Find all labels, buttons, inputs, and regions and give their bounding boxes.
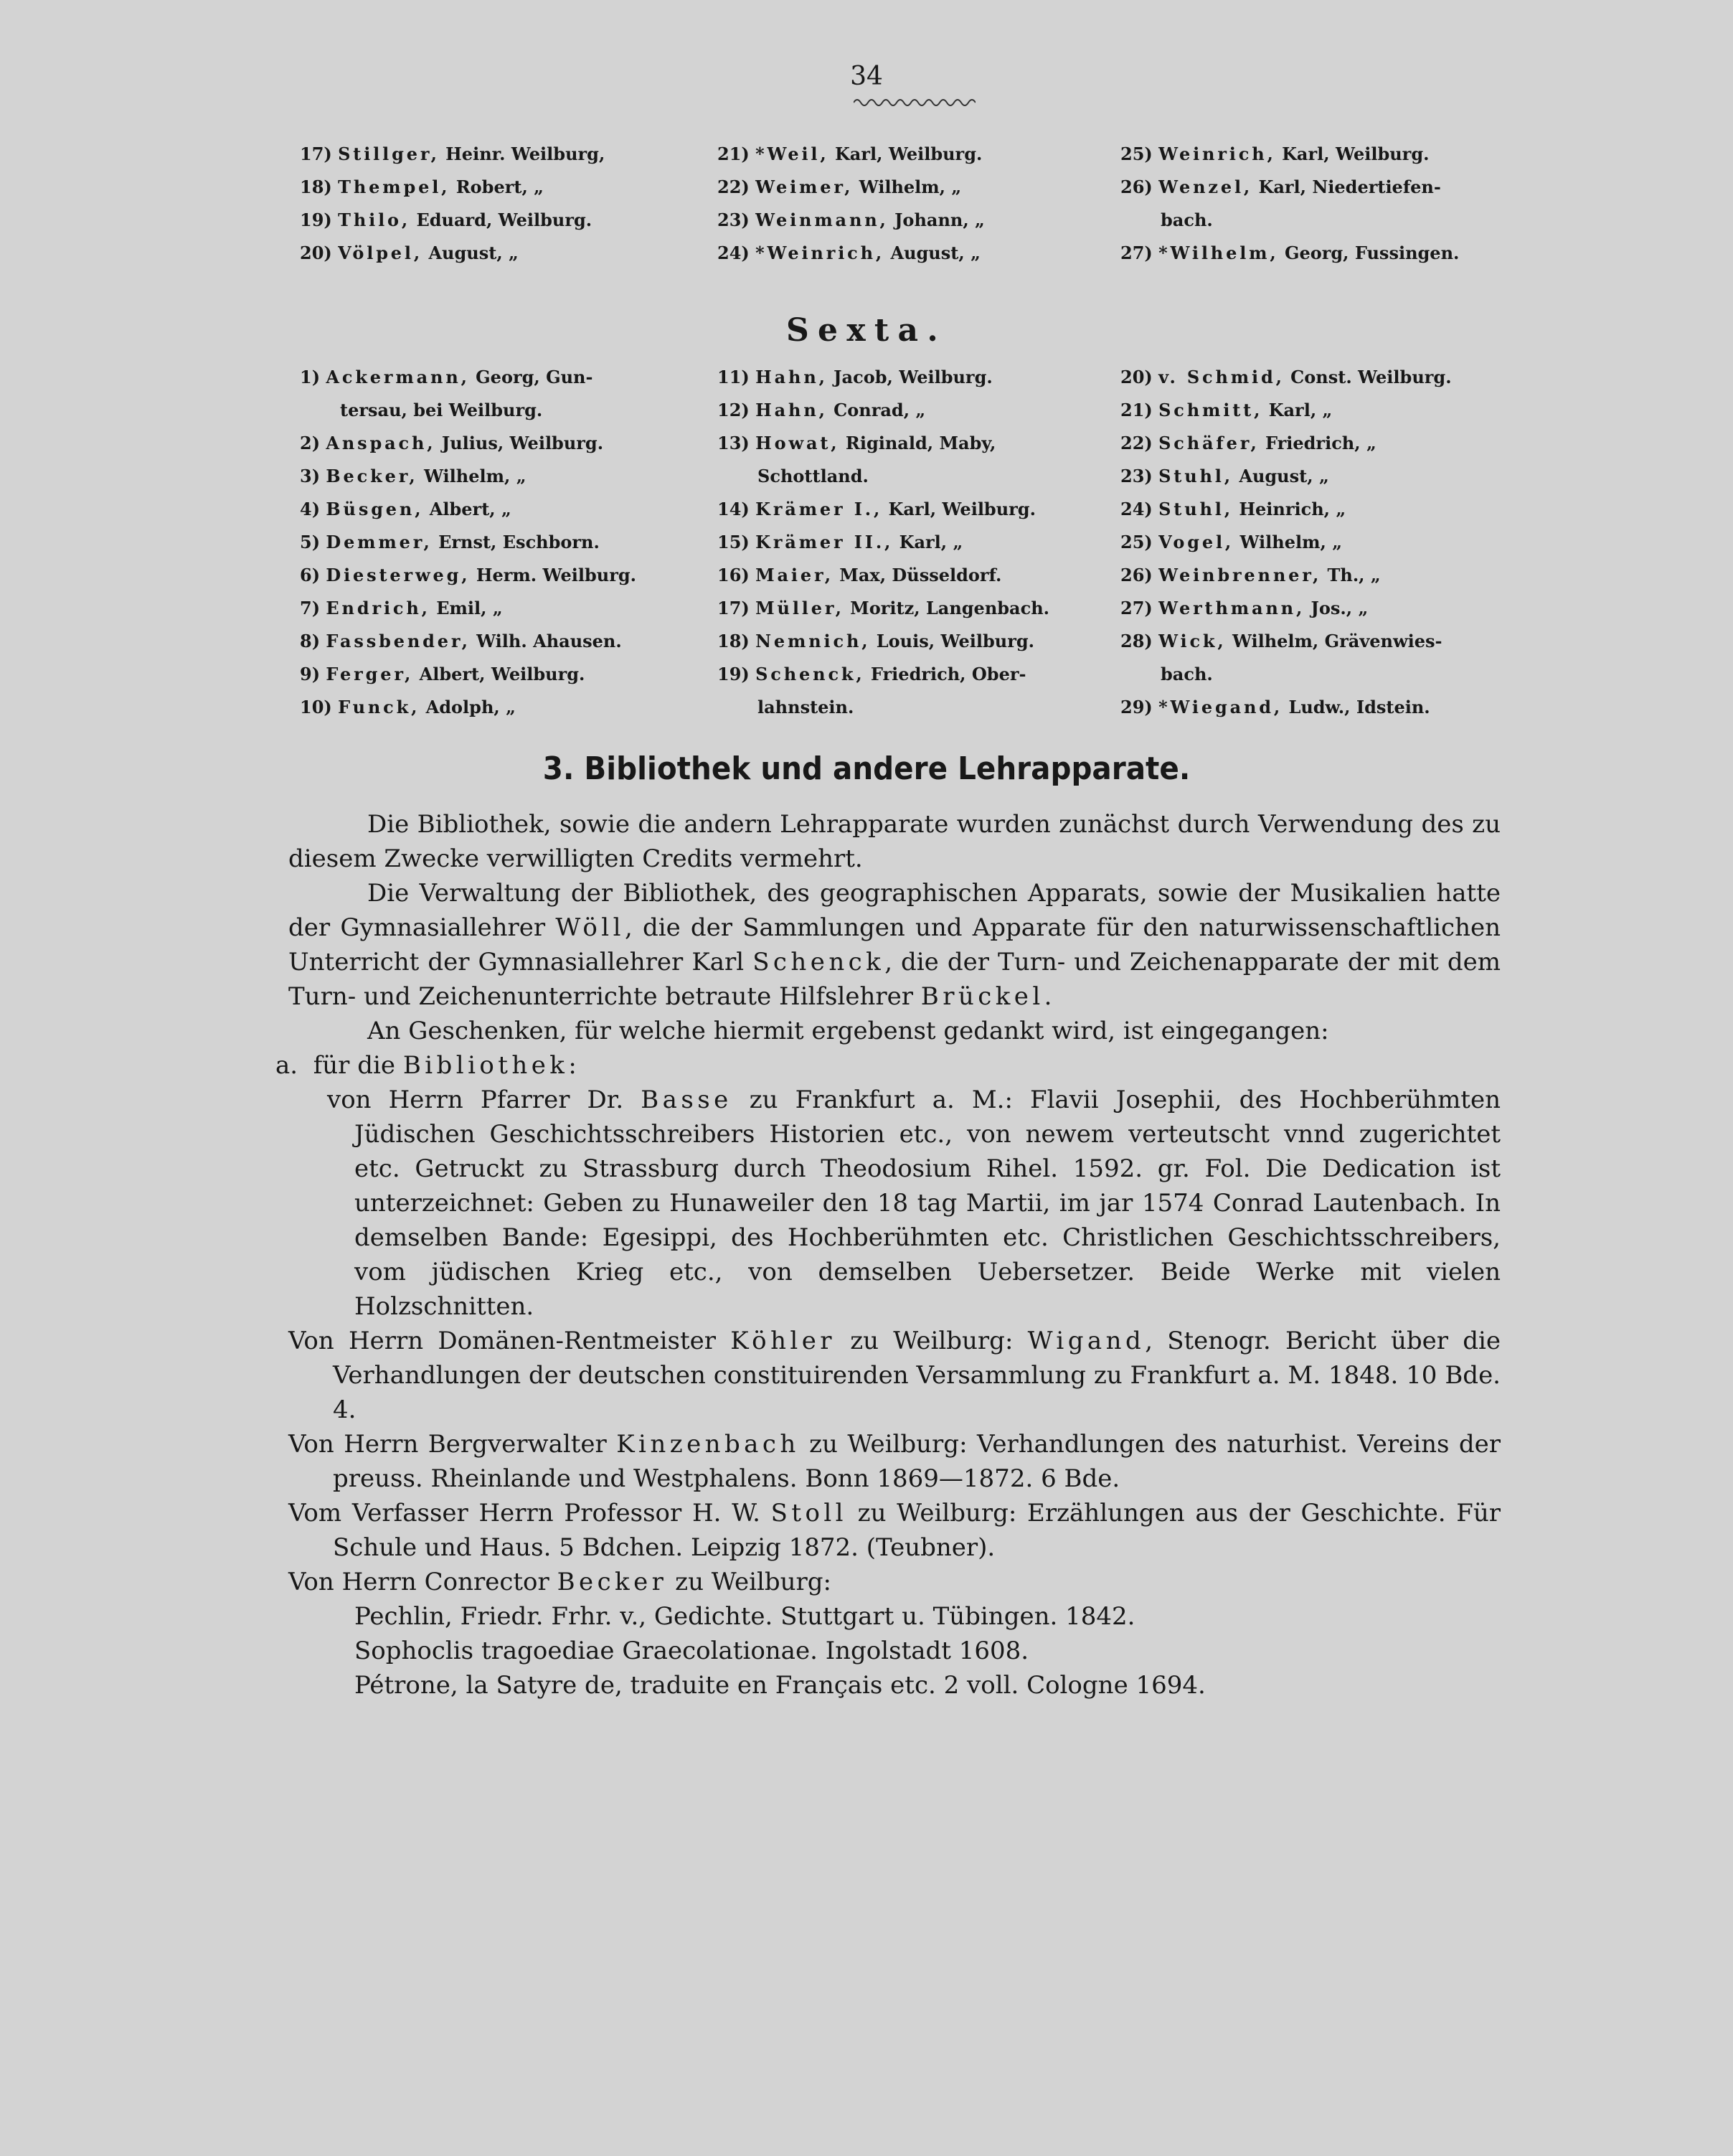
student-surname: *Wilhelm, [1158,243,1279,263]
student-number: 11) [717,367,750,387]
student-entry [1120,171,1459,204]
student-surname: v. Schmid, [1158,367,1285,387]
student-number: 21) [717,143,750,164]
student-entry [1120,427,1452,460]
student-details: Friedrich, Ober- [870,664,1026,684]
student-number: 3) [300,466,321,486]
student-entry [717,171,985,204]
student-surname: Stillger, [338,143,440,164]
student-number: 2) [300,433,321,453]
student-details: Louis, Weilburg. [876,631,1034,651]
student-entry [717,427,1049,460]
student-details: Albert, „ [429,499,511,519]
student-entry [1120,493,1452,526]
student-number: 9) [300,664,321,684]
student-details-continuation: bach. [1161,664,1213,684]
student-surname: Nemnich, [755,631,871,651]
student-number: 18) [300,176,332,197]
student-entry [300,625,636,658]
student-entry [717,237,985,270]
section-heading: 3. Bibliothek und andere Lehrapparate. [542,750,1191,787]
student-number: 24) [1120,499,1153,519]
student-entry [717,658,1049,691]
student-details: Georg, Gun- [476,367,593,387]
student-number: 4) [300,499,321,519]
gift-basse: von Herrn Pfarrer Dr. Basse zu Frankfurt a. M.: Flavii Josephii, des Hochberühmten Jüdischen Geschichtsschreibers Historien etc., von newem verteutscht vnnd zugerichtet etc. Getruckt zu Strassburg durch Theodosium Rihel. 1592. gr. Fol. Die Dedication ist unterzeichnet: Geben zu Hunaweiler den 18 tag Martii, im jar 1574 Conrad Lautenbach. In demselben Bande: Egesippi, des Hochberühmten etc. Christlichen Geschichtsschreibers, vom jüdischen Krieg etc., von demselben Uebersetzer. Beide Werke mit vielen Holzschnitten. [327,1086,1501,1321]
student-details: Wilhelm, „ [423,466,526,486]
student-details: August, „ [428,243,519,263]
paragraph-administration: Die Verwaltung der Bibliothek, des geographischen Apparats, sowie der Musikalien hatte der Gymnasiallehrer Wöll, die der Sammlungen und Apparate für den naturwissenschaftlichen Unterricht der Gymnasiallehrer Karl Schenck, die der Turn- und Zeichenapparate der mit dem Turn- und Zeichenunterrichte betraute Hilfslehrer Brückel. [288,879,1501,1011]
student-details: Conrad, „ [834,400,926,420]
student-entry [717,138,985,171]
student-number: 17) [300,143,332,164]
gift-koehler: Von Herrn Domänen-Rentmeister Köhler zu Weilburg: Wigand, Stenogr. Bericht über die Verhandlungen der deutschen constituirenden Versammlung zu Frankfurt a. M. 1848. 10 Bde. 4. [288,1327,1501,1424]
upper-class-column-2 [717,138,985,270]
page-number: 34 [850,62,883,91]
student-entry [1120,394,1452,427]
student-surname: Thempel, [338,176,450,197]
student-number: 18) [717,631,750,651]
student-surname: *Wiegand, [1158,697,1283,717]
student-details: Wilhelm, „ [859,176,962,197]
student-surname: Schäfer, [1158,433,1260,453]
student-entry [300,204,605,237]
student-surname: Fassbender, [326,631,471,651]
book-item: Pechlin, Friedr. Frhr. v., Gedichte. Stuttgart u. Tübingen. 1842. [354,1602,1135,1631]
student-entry [1120,559,1452,592]
student-number: 29) [1120,697,1153,717]
student-number: 22) [1120,433,1153,453]
student-number: 22) [717,176,750,197]
student-details-continuation: bach. [1161,210,1213,230]
student-number: 5) [300,532,321,552]
student-details: Karl, Niedertiefen- [1258,176,1441,197]
student-surname: Becker, [326,466,418,486]
section-body [275,807,1501,1703]
student-surname: Maier, [755,565,834,585]
sexta-column-2 [717,361,1049,724]
student-entry [300,493,636,526]
gift-becker: Von Herrn Conrector Becker zu Weilburg: [288,1568,831,1596]
student-details: Heinr. Weilburg, [445,143,605,164]
student-entry [717,559,1049,592]
student-entry [300,658,636,691]
student-entry [1120,592,1452,625]
student-number: 26) [1120,565,1153,585]
student-entry [300,592,636,625]
student-details: Max, Düsseldorf. [839,565,1002,585]
student-entry [1120,138,1459,171]
student-surname: Wick, [1158,631,1227,651]
student-details: Albert, Weilburg. [419,664,585,684]
student-number: 15) [717,532,750,552]
student-entry [300,171,605,204]
student-details: August, „ [890,243,981,263]
student-details: Adolph, „ [425,697,516,717]
book-item: Sophoclis tragoediae Graecolationae. Ingolstadt 1608. [354,1637,1029,1665]
student-surname: Howat, [755,433,840,453]
student-details: Julius, Weilburg. [441,433,604,453]
student-number: 23) [1120,466,1153,486]
upper-class-column-3 [1120,138,1459,270]
student-number: 7) [300,598,321,618]
student-surname: Diesterweg, [326,565,471,585]
book-item: Pétrone, la Satyre de, traduite en Français etc. 2 voll. Cologne 1694. [354,1671,1206,1700]
student-details: Moritz, Langenbach. [850,598,1050,618]
student-surname: Endrich, [326,598,430,618]
student-surname: Hahn, [755,400,828,420]
student-surname: Völpel, [338,243,423,263]
student-details: Jos., „ [1311,598,1369,618]
student-details: Th., „ [1327,565,1381,585]
sexta-column-1 [300,361,636,724]
student-surname: Thilo, [338,210,411,230]
student-details: Wilh. Ahausen. [476,631,622,651]
student-number: 26) [1120,176,1153,197]
student-details: Friedrich, „ [1265,433,1377,453]
student-details: Herm. Weilburg. [476,565,637,585]
student-details: Karl, Weilburg. [888,499,1036,519]
student-number: 27) [1120,598,1153,618]
student-entry [717,204,985,237]
student-surname: Vogel, [1158,532,1234,552]
student-number: 19) [300,210,332,230]
student-surname: Müller, [755,598,844,618]
upper-class-column-1 [300,138,605,270]
student-number: 8) [300,631,321,651]
student-details: Jacob, Weilburg. [834,367,993,387]
student-surname: Funck, [338,697,420,717]
student-number: 20) [300,243,332,263]
student-entry [717,625,1049,658]
student-entry [300,138,605,171]
student-entry [1120,361,1452,394]
student-surname: Stuhl, [1158,499,1233,519]
student-number: 25) [1120,532,1153,552]
student-entry [300,427,636,460]
student-entry [300,526,636,559]
student-details: Wilhelm, Grävenwies- [1232,631,1442,651]
student-number: 19) [717,664,750,684]
sexta-column-3 [1120,361,1452,724]
student-details: Eduard, Weilburg. [416,210,592,230]
student-entry [717,526,1049,559]
student-surname: Weinmann, [755,210,889,230]
student-details: Const. Weilburg. [1290,367,1452,387]
student-details-continuation: tersau, bei Weilburg. [340,400,543,420]
student-entry [1120,691,1452,724]
student-entry [1120,460,1452,493]
student-entry [1120,625,1452,658]
student-surname: Weimer, [755,176,854,197]
student-details: August, „ [1239,466,1329,486]
student-surname: Ferger, [326,664,414,684]
student-details: Robert, „ [455,176,544,197]
student-surname: Anspach, [326,433,436,453]
page-number-ornament [854,97,976,108]
student-details: Wilhelm, „ [1239,532,1342,552]
student-entry [717,592,1049,625]
student-surname: Werthmann, [1158,598,1305,618]
student-number: 12) [717,400,750,420]
student-number: 10) [300,697,332,717]
student-entry [1120,237,1459,270]
paragraph-gifts-intro: An Geschenken, für welche hiermit ergebenst gedankt wird, ist eingegangen: [367,1017,1329,1045]
student-number: 6) [300,565,321,585]
student-surname: *Weil, [755,143,829,164]
student-surname: *Weinrich, [755,243,885,263]
student-number: 14) [717,499,750,519]
student-surname: Demmer, [326,532,433,552]
student-surname: Wenzel, [1158,176,1253,197]
student-details: Georg, Fussingen. [1284,243,1460,263]
student-surname: Krämer II., [755,532,894,552]
student-surname: Weinbrenner, [1158,565,1322,585]
student-number: 27) [1120,243,1153,263]
student-number: 21) [1120,400,1153,420]
student-details: Ludw., Idstein. [1288,697,1430,717]
gift-kinzenbach: Von Herrn Bergverwalter Kinzenbach zu Weilburg: Verhandlungen des naturhist. Vereins der preuss. Rheinlande und Westphalens. Bonn 1869—1872. 6 Bde. [288,1430,1501,1493]
student-entry [717,361,1049,394]
student-entry [1120,526,1452,559]
student-details: Johann, „ [894,210,985,230]
student-details-continuation: lahnstein. [757,697,854,717]
student-details: Heinrich, „ [1239,499,1346,519]
student-details: Karl, „ [899,532,963,552]
student-surname: Krämer I., [755,499,883,519]
student-number: 24) [717,243,750,263]
student-surname: Hahn, [755,367,828,387]
sexta-heading: Sexta. [785,312,948,349]
student-entry [717,493,1049,526]
student-surname: Weinrich, [1158,143,1276,164]
student-entry [300,361,636,394]
student-details: Ernst, Eschborn. [438,532,600,552]
student-number: 16) [717,565,750,585]
student-surname: Schmitt, [1158,400,1263,420]
student-number: 20) [1120,367,1153,387]
student-details: Karl, Weilburg. [834,143,983,164]
gift-stoll: Vom Verfasser Herrn Professor H. W. Stoll zu Weilburg: Erzählungen aus der Geschichte. Für Schule und Haus. 5 Bdchen. Leipzig 1872. (Teubner). [288,1499,1501,1562]
student-surname: Stuhl, [1158,466,1233,486]
student-details-continuation: Schottland. [757,466,869,486]
student-entry [300,559,636,592]
student-number: 23) [717,210,750,230]
student-entry [717,394,1049,427]
student-entry [300,237,605,270]
student-number: 25) [1120,143,1153,164]
student-surname: Büsgen, [326,499,424,519]
student-surname: Schenck, [755,664,865,684]
student-details: Riginald, Maby, [845,433,996,453]
student-details: Karl, „ [1268,400,1333,420]
gifts-library-label: a. für die Bibliothek: [275,1051,577,1080]
student-entry [300,691,636,724]
student-number: 13) [717,433,750,453]
student-number: 17) [717,598,750,618]
student-details: Karl, Weilburg. [1282,143,1430,164]
student-surname: Ackermann, [326,367,470,387]
student-entry [300,460,636,493]
student-number: 28) [1120,631,1153,651]
student-number: 1) [300,367,321,387]
student-details: Emil, „ [436,598,503,618]
paragraph-credits: Die Bibliothek, sowie die andern Lehrapparate wurden zunächst durch Verwendung des zu diesem Zwecke verwilligten Credits vermehrt. [288,810,1501,873]
